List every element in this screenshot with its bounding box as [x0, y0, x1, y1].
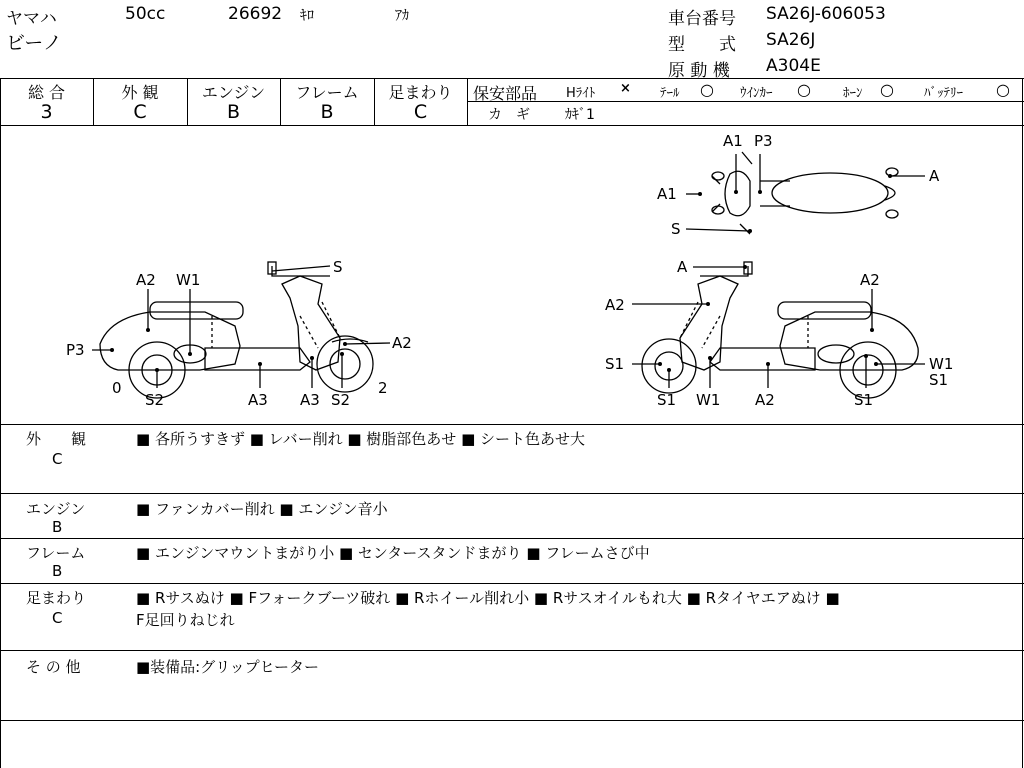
mileage: 26692 — [228, 4, 283, 24]
safety-item-headlight: Hﾗｲﾄ — [566, 86, 596, 101]
type-label: 型 式 — [668, 35, 736, 55]
label-left-zero: 0 — [112, 379, 122, 397]
grade-value-frame: B — [320, 101, 334, 123]
frame-no: SA26J-606053 — [766, 4, 886, 24]
grade-label-exterior: 外 観 — [121, 83, 159, 102]
divider — [0, 424, 1024, 425]
label-top-A1a: A1 — [723, 132, 743, 150]
mileage-unit: ｷﾛ — [300, 8, 314, 24]
label-left-P3: P3 — [66, 341, 85, 359]
color: ｱｶ — [395, 8, 409, 24]
label-left-A2a: A2 — [136, 271, 156, 289]
section-grade-exterior: C — [52, 450, 63, 468]
section-text-exterior: ■ 各所うすきず ■ レバー削れ ■ 樹脂部色あせ ■ シート色あせ大 — [136, 430, 586, 448]
safety-mark-headlight: × — [620, 81, 631, 96]
section-text-engine: ■ ファンカバー削れ ■ エンジン音小 — [136, 500, 388, 518]
safety-mark-tail: ○ — [700, 80, 714, 99]
section-label-suspension: 足まわり — [26, 589, 87, 607]
model-name: ビーノ — [6, 32, 62, 54]
label-top-A1b: A1 — [657, 185, 677, 203]
divider — [0, 583, 1024, 584]
leader-lines — [92, 154, 925, 388]
grade-value-exterior: C — [133, 101, 147, 123]
label-left-W1: W1 — [176, 271, 201, 289]
label-right-S1c: S1 — [657, 391, 677, 409]
safety-mark-winker: ○ — [797, 80, 811, 99]
divider — [0, 720, 1024, 721]
grade-value-suspension: C — [413, 101, 428, 123]
safety-item-tail: ﾃｰﾙ — [660, 86, 680, 101]
label-left-two: 2 — [378, 379, 388, 397]
grade-label-engine: エンジン — [201, 83, 266, 102]
divider — [467, 78, 468, 125]
safety-mark-battery: ○ — [996, 80, 1010, 99]
scooter-damage-diagram — [0, 126, 1022, 423]
label-right-W1b: W1 — [696, 391, 721, 409]
grade-value-engine: B — [226, 101, 241, 123]
section-grade-suspension: C — [52, 609, 63, 627]
section-label-other: そ の 他 — [26, 658, 81, 676]
engine-value: A304E — [766, 56, 821, 76]
frame-no-label: 車台番号 — [668, 9, 736, 29]
safety-label: 保安部品 — [473, 84, 538, 103]
grade-label-overall: 総 合 — [27, 83, 66, 102]
safety-item-battery: ﾊﾞｯﾃﾘｰ — [924, 86, 963, 101]
maker: ヤマハ — [6, 9, 57, 29]
section-label-exterior: 外 観 — [26, 430, 87, 448]
divider — [0, 650, 1024, 651]
label-right-A2c: A2 — [755, 391, 775, 409]
label-left-S: S — [333, 258, 343, 276]
scooter-top-view — [712, 152, 898, 234]
divider — [0, 538, 1024, 539]
type-value: SA26J — [766, 30, 816, 50]
displacement: 50cc — [125, 4, 166, 24]
section-text-suspension-1: ■ Rサスぬけ ■ Fフォークブーツ破れ ■ Rホイール削れ小 ■ Rサスオイルもれ大 ■ Rタイヤエアぬけ ■ — [136, 589, 840, 607]
divider — [468, 101, 1024, 102]
section-text-suspension-2: F足回りねじれ — [136, 611, 235, 629]
grade-value-overall: 3 — [40, 101, 53, 123]
label-right-A2b: A2 — [605, 296, 625, 314]
section-text-frame: ■ エンジンマウントまがり小 ■ センタースタンドまがり ■ フレームさび中 — [136, 544, 650, 562]
label-right-W1a: W1 — [929, 355, 954, 373]
safety-item-winker: ｳｲﾝｶｰ — [740, 86, 773, 101]
divider — [1022, 78, 1023, 768]
section-grade-engine: B — [52, 518, 63, 536]
section-label-engine: エンジン — [26, 500, 86, 518]
damage-points — [110, 174, 892, 372]
label-left-A3b: A3 — [300, 391, 320, 409]
divider — [0, 493, 1024, 494]
grade-label-suspension: 足まわり — [388, 83, 453, 102]
engine-label: 原 動 機 — [668, 61, 730, 81]
label-left-A3a: A3 — [248, 391, 268, 409]
label-left-S2a: S2 — [145, 391, 165, 409]
label-top-P3: P3 — [754, 132, 773, 150]
section-text-other: ■装備品:グリップヒーター — [136, 658, 320, 676]
safety-mark-horn: ○ — [880, 80, 894, 99]
label-top-A: A — [929, 167, 940, 185]
label-right-A2a: A2 — [860, 271, 880, 289]
label-right-S1a: S1 — [605, 355, 625, 373]
grade-label-frame: フレーム — [295, 83, 359, 102]
label-left-A2b: A2 — [392, 334, 412, 352]
label-right-S1b: S1 — [929, 371, 949, 389]
label-right-S1d: S1 — [854, 391, 874, 409]
key-label: カ ギ — [488, 107, 530, 123]
safety-item-horn: ﾎｰﾝ — [843, 86, 863, 101]
key-value: ｶｷﾞ1 — [565, 107, 595, 123]
section-label-frame: フレーム — [26, 544, 86, 562]
label-top-S: S — [671, 220, 681, 238]
section-grade-frame: B — [52, 562, 63, 580]
label-right-A: A — [677, 258, 688, 276]
divider — [0, 78, 1024, 79]
label-left-S2b: S2 — [331, 391, 351, 409]
